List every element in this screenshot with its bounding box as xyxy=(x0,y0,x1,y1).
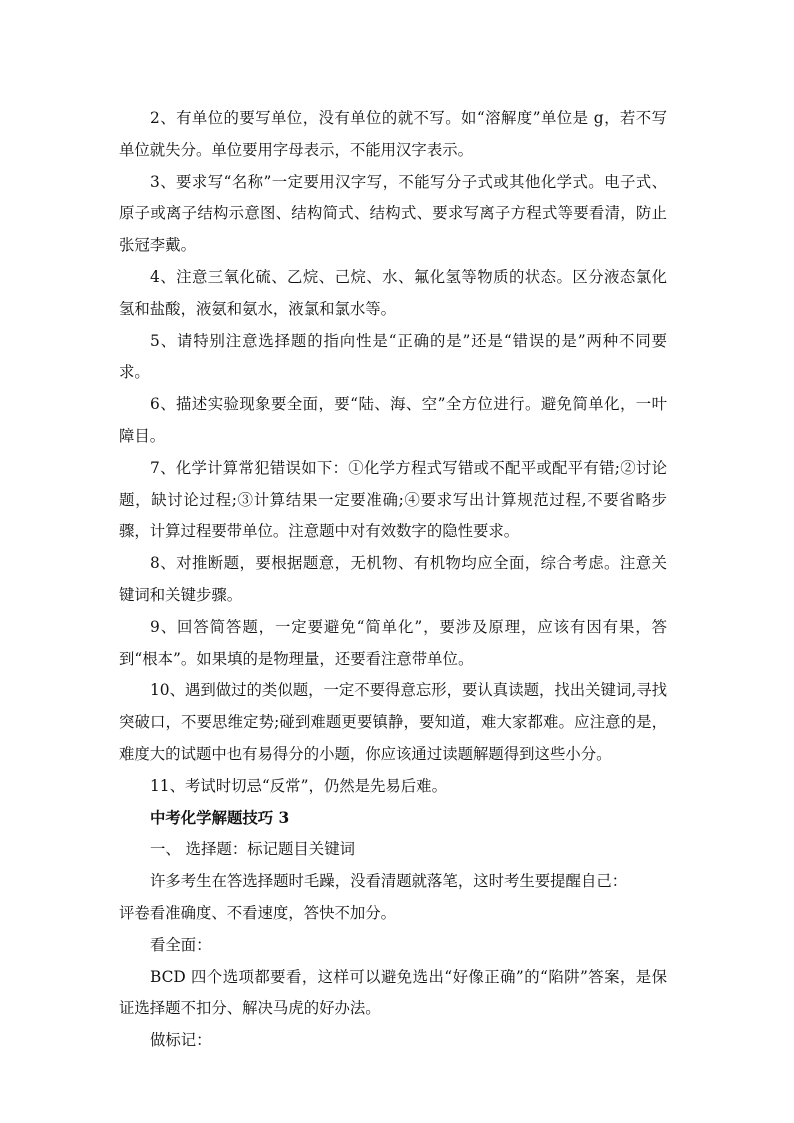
paragraph-state-rule: 4、注意三氧化硫、乙烷、己烷、水、氟化氢等物质的状态。区分液态氯化氢和盐酸，液氨和氨水，液氯和氯水等。 xyxy=(119,267,667,318)
section-heading: 中考化学解题技巧 3 xyxy=(150,808,290,827)
paragraph-make-marks: 做标记： xyxy=(150,1031,212,1050)
document-body xyxy=(119,103,667,1057)
paragraph-choice-accuracy: 评卷看准确度、不看速度，答快不加分。 xyxy=(119,903,397,922)
paragraph-choice-title: 一、 选择题：标记题目关键词 xyxy=(150,840,355,859)
paragraph-name-rule: 3、要求写“名称”一定要用汉字写，不能写分子式或其他化学式。电子式、原子或离子结构示意图、结构简式、结构式、要求写离子方程式等要看清，防止张冠李戴。 xyxy=(119,172,667,255)
paragraph-experiment-description: 6、描述实验现象要全面，要“陆、海、空”全方位进行。避免简单化，一叶障目。 xyxy=(119,395,667,445)
paragraph-choice-warning: 许多考生在答选择题时毛躁，没看清题就落笔，这时考生要提醒自己： xyxy=(150,872,628,891)
paragraph-unit-rule: 2、有单位的要写单位，没有单位的就不写。如“溶解度”单位是 g，若不写单位就失分。单位要用字母表示，不能用汉字表示。 xyxy=(119,109,667,159)
paragraph-calculation-errors: 7、化学计算常犯错误如下：①化学方程式写错或不配平或配平有错;②讨论题，缺讨论过程;③计算结果一定要准确;④要求写出计算规范过程,不要省略步骤，计算过程要带单位。注意题中对有效数字的隐性要求。 xyxy=(119,458,667,541)
paragraph-inference-questions: 8、对推断题，要根据题意，无机物、有机物均应全面，综合考虑。注意关键词和关键步骤。 xyxy=(119,554,667,604)
paragraph-all-options: BCD 四个选项都要看，这样可以避免选出“好像正确”的“陷阱”答案，是保证选择题不扣分、解决马虎的好办法。 xyxy=(119,967,667,1018)
paragraph-similar-questions: 10、遇到做过的类似题，一定不要得意忘形，要认真读题，找出关键词,寻找突破口，不要思维定势;碰到难题更要镇静，要知道，难大家都难。应注意的是，难度大的试题中也有易得分的小题，你应该通过读题解题得到这些小分。 xyxy=(119,681,667,763)
paragraph-short-answer: 9、回答简答题，一定要避免“简单化”，要涉及原理，应该有因有果，答到“根本”。如果填的是物理量，还要看注意带单位。 xyxy=(119,617,667,668)
paragraph-look-complete: 看全面： xyxy=(150,935,212,954)
paragraph-choice-direction: 5、请特别注意选择题的指向性是“正确的是”还是“错误的是”两种不同要求。 xyxy=(119,331,667,382)
paragraph-exam-order: 11、考试时切忌“反常”，仍然是先易后难。 xyxy=(150,776,447,795)
